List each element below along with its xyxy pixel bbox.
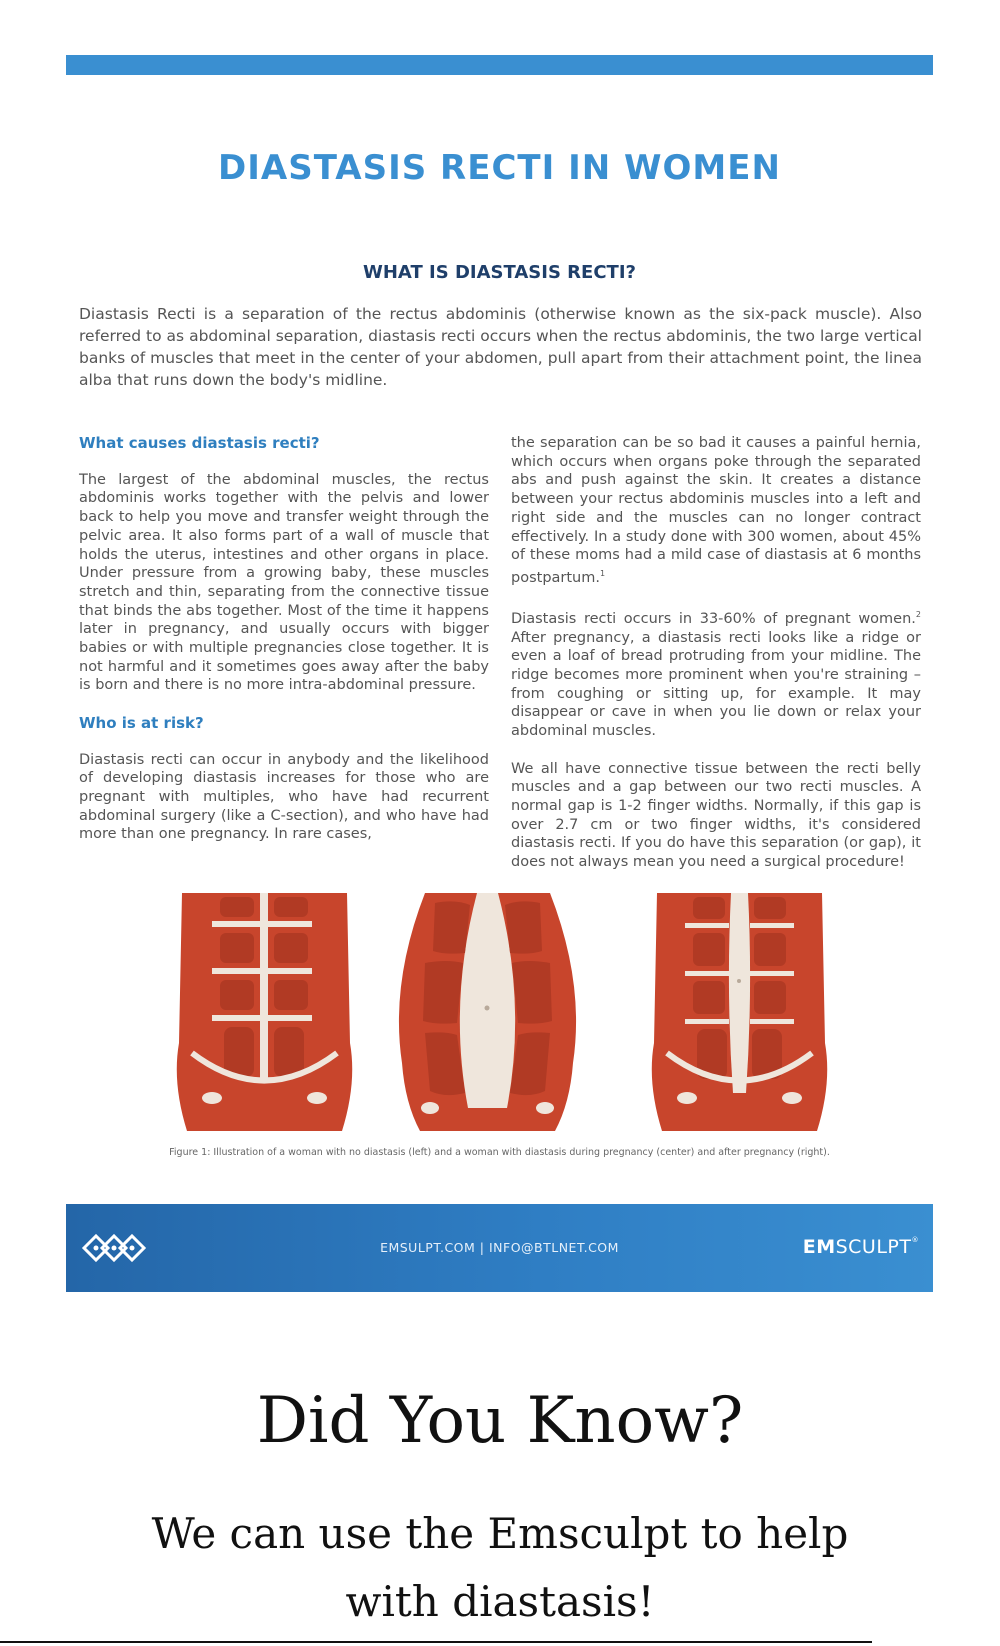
footnote-ref-1: 1	[599, 568, 606, 578]
callout-message: We can use the Emsculpt to help with diastasis!	[151, 1509, 849, 1626]
causes-paragraph: The largest of the abdominal muscles, the rectus abdominis works together with the pelvis and lower back to help you move and transfer weight through the pelvic area. It also forms part of a wall of muscle that holds the uterus, intestines and other organs in place. Under pressure from a growing baby, these muscles stretch and thin, separating from the connective tissue that binds the abs together. Most of the time it happens later in pregnancy, and usually occurs with bigger babies or with multiple pregnancies close together. It is not harmful and it sometimes goes away after the baby is born and there is no more intra-abdominal pressure.	[79, 471, 489, 694]
bottom-divider	[0, 1641, 872, 1643]
footer-contact[interactable]: EMSULPT.COM | INFO@BTLNET.COM	[380, 1240, 619, 1255]
right-column	[511, 434, 921, 872]
intro-paragraph: Diastasis Recti is a separation of the rectus abdominis (otherwise known as the six-pack muscle). Also referred to as abdominal separation, diastasis recti occurs when the rectus abdominis, the two large vertical banks of muscles that meet in the center of your abdomen, pull apart from their attachment point, the linea alba that runs down the body's midline.	[79, 305, 922, 389]
anatomy-figures	[160, 893, 840, 1131]
figure-diastasis-pregnancy	[395, 893, 580, 1131]
section-subtitle: WHAT IS DIASTASIS RECTI?	[363, 262, 636, 283]
occurrence-paragraph: Diastasis recti occurs in 33-60% of pregnant women.$^2$ After pregnancy, a diastasis recti looks like a ridge or even a loaf of bread protruding from your midline. The ridge becomes more prominent when you're straining – from coughing or sitting up, for example. It may disappear or cave in when you lie down or relax your abdominal muscles.	[511, 610, 921, 740]
top-accent-bar	[66, 55, 933, 75]
risk-paragraph: Diastasis recti can occur in anybody and the likelihood of developing diastasis increases for those who are pregnant with multiples, who have had recurrent abdominal surgery (like a C-section), and who have had more than one pregnancy. In rare cases,	[79, 751, 489, 843]
causes-heading: What causes diastasis recti?	[79, 434, 320, 452]
connective-tissue-paragraph: We all have connective tissue between the recti belly muscles and a gap between our two recti muscles. A normal gap is 1-2 finger widths. Normally, if this gap is over 2.7 cm or two finger widths, it's considered diastasis recti. If you do have this separation (or gap), it does not always mean you need a surgical procedure!	[511, 760, 921, 871]
risk-heading: Who is at risk?	[79, 713, 204, 732]
figure-caption: Figure 1: Illustration of a woman with no diastasis (left) and a woman with diastasis during pregnancy (center) and after pregnancy (right).	[169, 1147, 830, 1158]
figure-no-diastasis	[172, 893, 357, 1131]
page-title: DIASTASIS RECTI IN WOMEN	[218, 148, 781, 188]
footer-banner	[66, 1204, 933, 1292]
footnote-ref-2: 2	[915, 610, 921, 620]
hernia-paragraph: the separation can be so bad it causes a painful hernia, which occurs when organs poke through the separated abs and push against the skin. It creates a distance between your rectus abdominis muscles into a left and right side and the muscles can no longer contract effectively. In a study done with 300 women, about 45% of these moms had a mild case of diastasis at 6 months postpartum.$^1$	[511, 435, 921, 586]
callout-heading: Did You Know?	[256, 1384, 744, 1458]
figure-diastasis-after	[647, 893, 832, 1131]
emsculpt-brand: EMSCULPT®	[802, 1236, 919, 1258]
left-column	[79, 434, 489, 844]
